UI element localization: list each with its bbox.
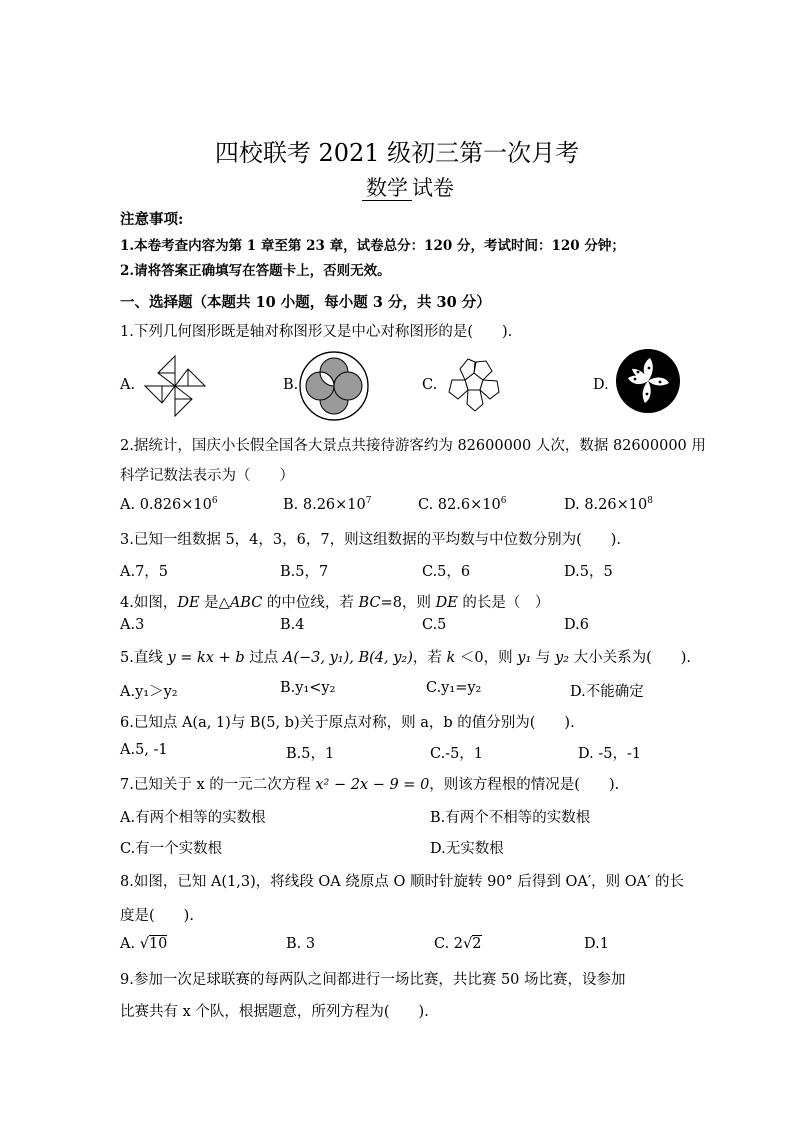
- q4-option-b: B.4: [280, 617, 305, 633]
- q1-option-b-label: B.: [283, 377, 299, 393]
- q7-option-c: C.有一个实数根: [120, 841, 223, 857]
- q4-option-a: A.3: [120, 617, 145, 633]
- question-9-stem-line-1: 9.参加一次足球联赛的每两队之间都进行一场比赛，共比赛 50 场比赛，设参加: [120, 972, 626, 988]
- section-heading: 一、选择题（本题共 10 小题，每小题 3 分，共 30 分）: [120, 294, 491, 311]
- q5-option-d: D.不能确定: [570, 684, 644, 700]
- question-9-stem-line-2: 比赛共有 x 个队，根据题意，所列方程为( ).: [120, 1004, 429, 1020]
- notice-heading: 注意事项:: [120, 211, 184, 228]
- question-8-stem-line-2: 度是( ).: [120, 908, 194, 924]
- q7-option-a: A.有两个相等的实数根: [120, 810, 266, 826]
- q3-option-a: A.7，5: [120, 564, 169, 580]
- q2-option-c: C. $82.6\times 10^6$: [418, 496, 507, 513]
- q7-option-d: D.无实数根: [430, 841, 504, 857]
- bauhinia-flower-figure: [614, 348, 682, 414]
- q8-option-a: A. √10: [120, 936, 168, 952]
- question-1-stem: 1.下列几何图形既是轴对称图形又是中心对称图形的是( ).: [120, 324, 513, 340]
- q1-option-c-label: C.: [422, 377, 438, 393]
- q6-option-c: C.-5，1: [430, 746, 484, 762]
- exam-subtitle: [362, 172, 454, 202]
- overlapping-circles-figure: [298, 350, 370, 422]
- q4-option-c: C.5: [422, 617, 447, 633]
- q5-option-c: C.y₁=y₂: [426, 680, 482, 696]
- q6-option-b: B.5，1: [286, 746, 335, 762]
- subject-name: 数学: [362, 176, 412, 201]
- q6-option-d: D. -5，-1: [578, 746, 642, 762]
- sqrt-icon: √: [463, 936, 473, 952]
- q2-option-d: D. $8.26\times 10^8$: [564, 496, 653, 513]
- q5-option-b: B.y₁<y₂: [280, 680, 336, 696]
- q3-option-d: D.5，5: [564, 564, 613, 580]
- q8-option-d: D.1: [584, 936, 609, 952]
- notice-item-1: 1.本卷考查内容为第 1 章至第 23 章，试卷总分：120 分，考试时间：120 分钟；: [120, 238, 625, 254]
- question-7-stem: 7.已知关于 x 的一元二次方程 x² − 2x − 9 = 0，则该方程根的情况是( ).: [120, 777, 620, 793]
- q1-option-a-label: A.: [120, 377, 136, 393]
- sqrt-icon: √: [139, 936, 149, 952]
- question-3-stem: 3.已知一组数据 5，4，3，6，7，则这组数据的平均数与中位数分别为( ).: [120, 532, 621, 548]
- question-8-stem-line-1: 8.如图，已知 A(1,3)，将线段 OA 绕原点 O 顺时针旋转 90° 后得到 OA′，则 OA′ 的长: [120, 874, 685, 890]
- q1-option-d-label: D.: [593, 377, 609, 393]
- pentagons-figure: [440, 354, 508, 418]
- subject-suffix: 试卷: [412, 176, 454, 200]
- q5-option-a: A.y₁＞y₂: [120, 684, 178, 700]
- q6-option-a: A.5, -1: [120, 742, 168, 758]
- question-4-stem: 4.如图，DE 是△ABC 的中位线，若 BC=8，则 DE 的长是（ ）: [120, 595, 550, 611]
- q2-option-a: A. $0.826\times 10^6$: [120, 496, 218, 513]
- q4-option-d: D.6: [564, 617, 589, 633]
- q7-option-b: B.有两个不相等的实数根: [430, 810, 591, 826]
- notice-item-2: 2.请将答案正确填写在答题卡上，否则无效。: [120, 263, 391, 279]
- q3-option-b: B.5，7: [280, 564, 329, 580]
- q8-option-c: C. 2√2: [434, 936, 482, 952]
- question-2-stem-line-2: 科学记数法表示为（ ）: [120, 468, 294, 484]
- q8-option-b: B. 3: [286, 936, 316, 952]
- question-2-stem-line-1: 2.据统计，国庆小长假全国各大景点共接待游客约为 82600000 人次，数据 82600000 用: [120, 438, 706, 454]
- exam-title: 四校联考 2021 级初三第一次月考: [214, 139, 580, 167]
- q2-option-b: B. $8.26\times 10^7$: [283, 496, 372, 513]
- q3-option-c: C.5，6: [422, 564, 471, 580]
- question-5-stem: 5.直线 y = kx + b 过点 A(−3, y₁), B(4, y₂)，若 k ＜0，则 y₁ 与 y₂ 大小关系为( ).: [120, 650, 692, 666]
- pinwheel-figure: [138, 352, 212, 420]
- question-6-stem: 6.已知点 A(a, 1)与 B(5, b)关于原点对称，则 a，b 的值分别为( ).: [120, 715, 575, 731]
